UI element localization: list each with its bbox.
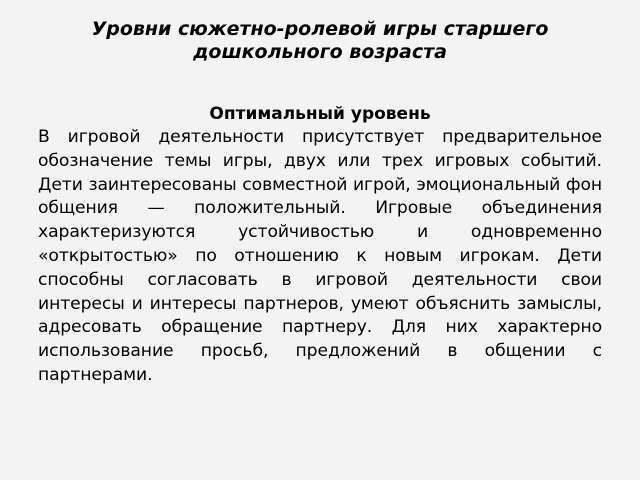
section-subtitle: Оптимальный уровень bbox=[209, 104, 431, 124]
slide-title: Уровни сюжетно-ролевой игры старшего дошкольного возраста bbox=[91, 18, 549, 63]
body-paragraph: В игровой деятельности присутствует предварительное обозначение темы игры, двух или трех игровых событий. Дети заинтересованы совместной игрой, эмоциональный фон общения — положительный. Игровые объединения характеризуются устойчивостью и одновременно «открытостью» по отношению к новым игрокам. Дети способны согласовать в игровой деятельности свои интересы и интересы партнеров, умеют объяснить замыслы, адресовать обращение партнеру. Для них характерно использование просьб, предложений в общении с партнерами. bbox=[38, 127, 602, 385]
